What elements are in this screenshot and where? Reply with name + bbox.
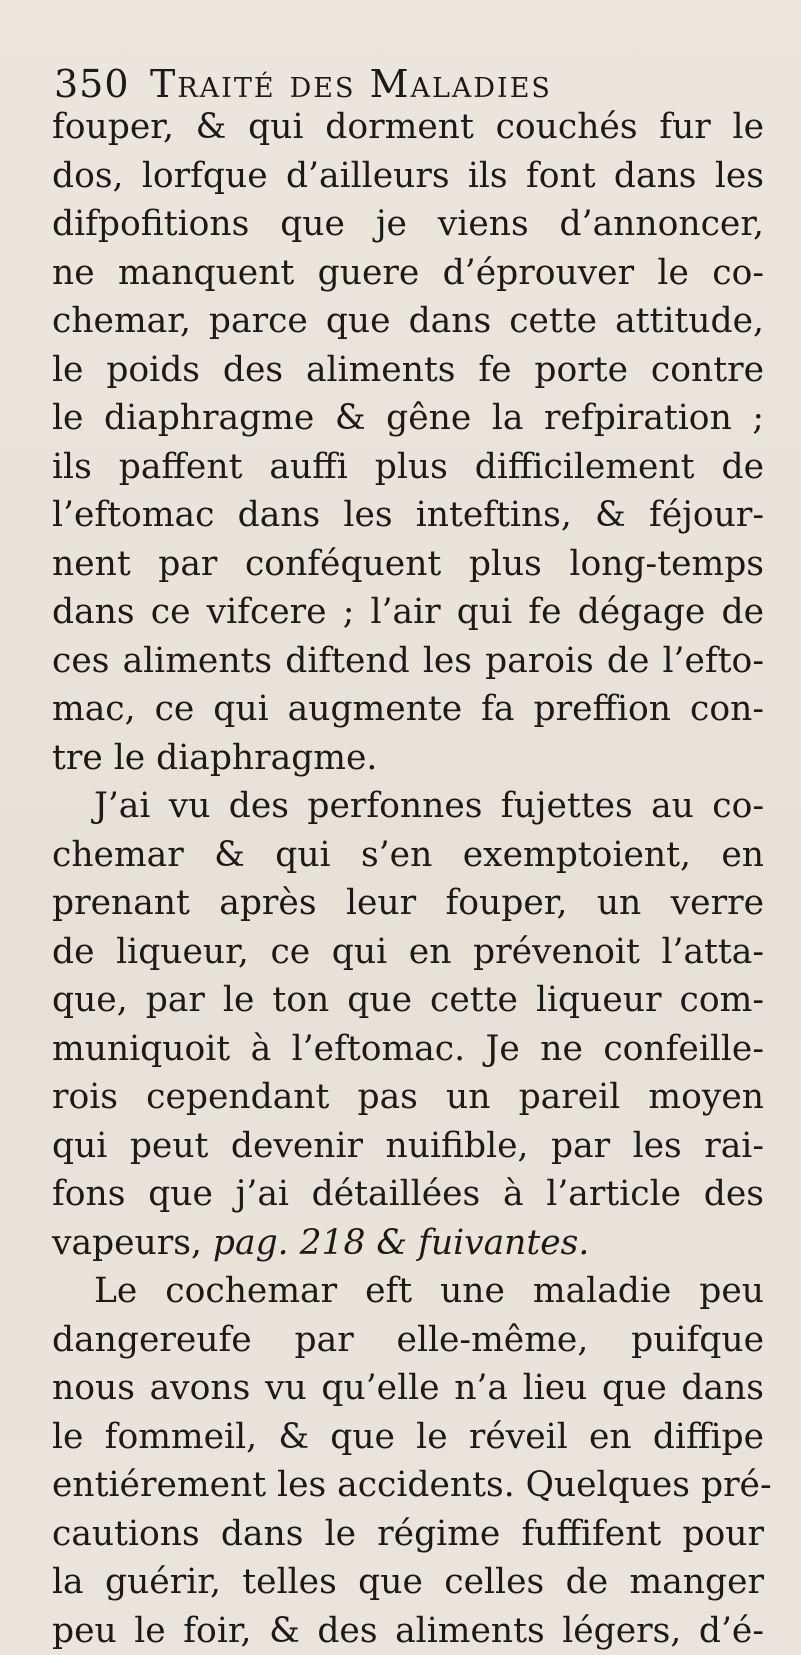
running-head [54, 62, 552, 102]
text-line: ne manquent guere d’éprouver le co- [52, 249, 764, 298]
paragraph-end-line: tre le diaphragme. [52, 734, 764, 783]
text-line: le diaphragme & gêne la refpiration ; [52, 394, 764, 443]
text-line: dos, lorfque d’ailleurs ils font dans les [52, 152, 764, 201]
text-line: chemar & qui s’en exemptoient, en [52, 831, 764, 880]
page-number: 350 [54, 62, 150, 106]
text-line: peu le foir, & des aliments légers, d’é- [52, 1607, 764, 1655]
paragraph-end-line [52, 1219, 764, 1268]
text-line: ces aliments diftend les parois de l’efto- [52, 637, 764, 686]
running-title: Traité des Maladies [150, 62, 552, 106]
text-line: l’eftomac dans les inteftins, & féjour- [52, 491, 764, 540]
paragraph-start-line: Le cochemar eft une maladie peu [52, 1267, 764, 1316]
page-reference: pag. 218 & fuivantes. [213, 1223, 589, 1263]
text-line: dangereufe par elle-même, puifque [52, 1316, 764, 1365]
text-segment: vapeurs, [52, 1223, 213, 1263]
text-line: le fommeil, & que le réveil en diffipe [52, 1413, 764, 1462]
text-line: prenant après leur fouper, un verre [52, 879, 764, 928]
text-line: de liqueur, ce qui en prévenoit l’atta- [52, 928, 764, 977]
text-line: fouper, & qui dorment couchés fur le [52, 103, 764, 152]
text-line: difpofitions que je viens d’annoncer, [52, 200, 764, 249]
text-line: cautions dans le régime fuffifent pour [52, 1510, 764, 1559]
text-line: le poids des aliments fe porte contre [52, 346, 764, 395]
text-line: la guérir, telles que celles de manger [52, 1558, 764, 1607]
text-line: nent par conféquent plus long-temps [52, 540, 764, 589]
text-line: rois cependant pas un pareil moyen [52, 1073, 764, 1122]
text-line: qui peut devenir nuifible, par les rai- [52, 1122, 764, 1171]
text-line: entiérement les accidents. Quelques pré- [52, 1461, 764, 1510]
body-text [52, 103, 764, 1655]
text-line: nous avons vu qu’elle n’a lieu que dans [52, 1364, 764, 1413]
text-line: que, par le ton que cette liqueur com- [52, 976, 764, 1025]
text-line: muniquoit à l’eftomac. Je ne confeille- [52, 1025, 764, 1074]
text-line: dans ce vifcere ; l’air qui fe dégage de [52, 588, 764, 637]
text-line: mac, ce qui augmente fa preffion con- [52, 685, 764, 734]
text-line: ils paffent auffi plus difficilement de [52, 443, 764, 492]
text-line: fons que j’ai détaillées à l’article des [52, 1170, 764, 1219]
paragraph-start-line: J’ai vu des perfonnes fujettes au co- [52, 782, 764, 831]
text-line: chemar, parce que dans cette attitude, [52, 297, 764, 346]
